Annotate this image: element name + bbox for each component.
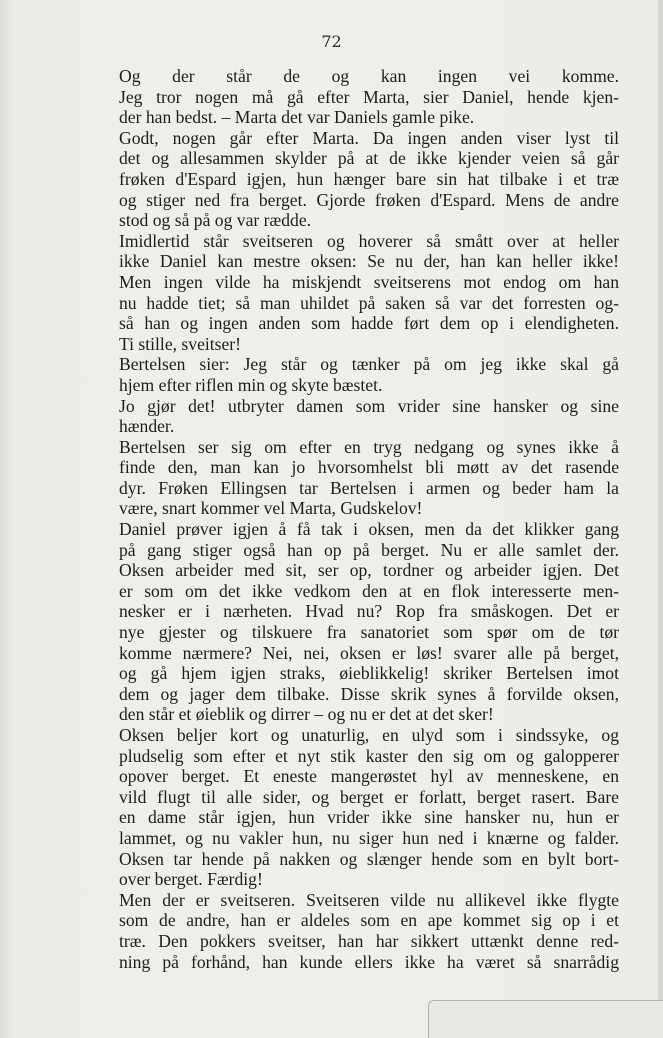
text-line: en dame står igjen, hun vrider ikke sine hansker nu, hun er xyxy=(119,807,619,828)
text-line: er som om det ikke vedkom den at en flok interesserte men- xyxy=(119,580,619,601)
text-line: vild flugt til alle sider, og berget er forlatt, berget rasert. Bare xyxy=(119,786,619,807)
text-line: som de andre, han er aldeles som en ape kommet sig op i et xyxy=(119,910,619,931)
text-line: der han bedst. – Marta det var Daniels gamle pike. xyxy=(119,107,475,128)
text-line: Bertelsen ser sig om efter en tryg nedgang og synes ikke å xyxy=(119,436,619,457)
text-line: være, snart kommer vel Marta, Gudskelov! xyxy=(119,498,423,519)
text-line: dyr. Frøken Ellingsen tar Bertelsen i armen og beder ham la xyxy=(119,477,619,498)
text-line: og gå hjem igjen straks, øieblikkelig! skriker Bertelsen imot xyxy=(119,663,619,684)
text-line: Godt, nogen går efter Marta. Da ingen anden viser lyst til xyxy=(119,127,619,148)
text-line: nye gjester og tilskuere fra sanatoriet som spør om de tør xyxy=(119,622,619,643)
page-tab-edge xyxy=(428,1000,663,1038)
text-line: over berget. Færdig! xyxy=(119,869,263,890)
text-line: nu hadde tiet; så man uhildet på saken så var det forresten og- xyxy=(119,292,619,313)
text-line: Daniel prøver igjen å få tak i oksen, men da det klikker gang xyxy=(119,519,619,540)
text-line: på gang stiger også han op på berget. Nu er alle samlet der. xyxy=(119,539,619,560)
text-line: Bertelsen sier: Jeg står og tænker på om jeg ikke skal gå xyxy=(119,354,619,375)
text-line: ikke Daniel kan mestre oksen: Se nu der, han kan heller ikke! xyxy=(119,251,619,272)
text-line: Imidlertid står sveitseren og hoverer så smått over at heller xyxy=(119,230,619,251)
text-line: Jeg tror nogen må gå efter Marta, sier Daniel, hende kjen- xyxy=(119,86,619,107)
text-line: Men der er sveitseren. Sveitseren vilde nu allikevel ikke flygte xyxy=(119,889,619,910)
text-line: Oksen tar hende på nakken og slænger hende som en bylt bort- xyxy=(119,848,619,869)
text-line: og stiger ned fra berget. Gjorde frøken d'Espard. Mens de andre xyxy=(119,189,619,210)
text-line: komme nærmere? Nei, nei, oksen er løs! svarer alle på berget, xyxy=(119,642,619,663)
page-edge xyxy=(658,0,663,1038)
text-line: Og der står de og kan ingen vei komme. xyxy=(119,66,619,86)
text-line: frøken d'Espard igjen, hun hænger bare sin hat tilbake i et træ xyxy=(119,168,619,189)
text-line: nesker er i nærheten. Hvad nu? Rop fra småskogen. Det er xyxy=(119,601,619,622)
text-line: det og allesammen skylder på at de ikke kjender veien så går xyxy=(119,148,619,169)
text-line: den står et øieblik og dirrer – og nu er det at det sker! xyxy=(119,704,494,725)
text-line: pludselig som efter et nyt stik kaster den sig om og galopperer xyxy=(119,745,619,766)
text-line: finde den, man kan jo hvorsomhelst bli møtt av det rasende xyxy=(119,457,619,478)
text-line: hjem efter riflen min og skyte bæstet. xyxy=(119,374,383,395)
text-line: hænder. xyxy=(119,416,175,437)
text-line: så han og ingen anden som hadde ført dem op i elendigheten. xyxy=(119,313,619,334)
text-line: Oksen arbeider med sit, ser op, tordner og arbeider igjen. Det xyxy=(119,560,619,581)
body-text xyxy=(119,66,619,972)
text-line: ning på forhånd, han kunde ellers ikke ha været så snarrådig xyxy=(119,951,619,972)
text-line: Ti stille, sveitser! xyxy=(119,333,242,354)
text-line: opover berget. Et eneste mangerøstet hyl av menneskene, en xyxy=(119,766,619,787)
text-line: lammet, og nu vakler hun, nu siger hun ned i knærne og falder. xyxy=(119,827,619,848)
text-line: Men ingen vilde ha miskjendt sveitserens mot endog om han xyxy=(119,271,619,292)
text-line: træ. Den pokkers sveitser, han har sikkert uttænkt denne red- xyxy=(119,930,619,951)
text-line: stod og så på og var rædde. xyxy=(119,210,312,231)
text-line: Oksen beljer kort og unaturlig, en ulyd som i sindssyke, og xyxy=(119,725,619,745)
text-line: Jo gjør det! utbryter damen som vrider sine hansker og sine xyxy=(119,395,619,416)
page-number: 72 xyxy=(321,32,342,51)
text-line: dem og jager dem tilbake. Disse skrik synes å forvilde oksen, xyxy=(119,683,619,704)
